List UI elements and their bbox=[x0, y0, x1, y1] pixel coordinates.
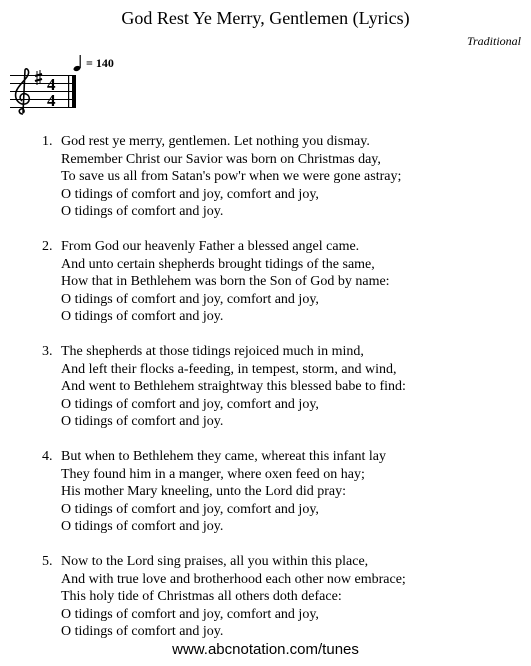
verse-line: O tidings of comfort and joy. bbox=[61, 414, 224, 429]
time-signature-bottom: 4 bbox=[47, 91, 56, 110]
verse-line: How that in Bethlehem was born the Son of God by name: bbox=[61, 274, 390, 289]
verse-line bbox=[42, 343, 522, 361]
verse-line bbox=[42, 448, 522, 466]
verse-line: To save us all from Satan's pow'r when we were gone astray; bbox=[61, 169, 402, 184]
lyrics bbox=[42, 133, 522, 658]
final-barline bbox=[68, 75, 76, 108]
verse-line: O tidings of comfort and joy, comfort and joy, bbox=[61, 396, 319, 412]
verse bbox=[42, 133, 522, 221]
composer-credit: Traditional bbox=[466, 34, 521, 48]
verse bbox=[42, 553, 522, 641]
time-signature-top: 4 bbox=[47, 75, 56, 94]
verse-line: And went to Bethlehem straightway this blessed babe to find: bbox=[61, 379, 406, 394]
tempo-label: = 140 bbox=[86, 55, 114, 70]
verse-number: 3. bbox=[42, 344, 53, 359]
verse-line: This holy tide of Christmas all others doth deface: bbox=[61, 589, 342, 604]
verse-line: O tidings of comfort and joy, comfort and joy, bbox=[61, 501, 319, 517]
verse-number: 5. bbox=[42, 554, 53, 569]
verse-number: 4. bbox=[42, 449, 53, 464]
sharp-icon bbox=[35, 70, 42, 85]
verse-line-text: Now to the Lord sing praises, all you within this place, bbox=[61, 554, 369, 569]
verse-number: 2. bbox=[42, 239, 53, 254]
verse-line: O tidings of comfort and joy. bbox=[61, 309, 224, 324]
verse-line: And with true love and brotherhood each other now embrace; bbox=[61, 571, 406, 587]
verse-line-text: From God our heavenly Father a blessed angel came. bbox=[61, 239, 360, 254]
verse-line-text: But when to Bethlehem they came, whereat this infant lay bbox=[61, 449, 387, 464]
verse-line: O tidings of comfort and joy. bbox=[61, 519, 224, 534]
verse bbox=[42, 238, 522, 326]
verse-line: His mother Mary kneeling, unto the Lord did pray: bbox=[61, 484, 346, 499]
page-title: God Rest Ye Merry, Gentlemen (Lyrics) bbox=[121, 8, 410, 28]
verse-line bbox=[42, 133, 522, 151]
verse-line: O tidings of comfort and joy, comfort and joy, bbox=[61, 186, 319, 202]
verse-line: O tidings of comfort and joy. bbox=[61, 624, 224, 639]
verse-line: O tidings of comfort and joy, comfort and joy, bbox=[61, 606, 319, 622]
music-staff bbox=[10, 68, 82, 116]
verse-line: They found him in a manger, where oxen feed on hay; bbox=[61, 466, 365, 482]
verse bbox=[42, 343, 522, 431]
verse-line-text: The shepherds at those tidings rejoiced much in mind, bbox=[61, 344, 364, 359]
verse-number: 1. bbox=[42, 134, 53, 149]
verse-line: And left their flocks a-feeding, in tempest, storm, and wind, bbox=[61, 361, 397, 377]
verse-line: O tidings of comfort and joy. bbox=[61, 204, 224, 219]
verse-line: O tidings of comfort and joy, comfort and joy, bbox=[61, 291, 319, 307]
verse-line: Remember Christ our Savior was born on Christmas day, bbox=[61, 151, 381, 167]
verse-line bbox=[42, 238, 522, 256]
verse-line bbox=[42, 553, 522, 571]
verse-line: And unto certain shepherds brought tidings of the same, bbox=[61, 256, 375, 272]
verse bbox=[42, 448, 522, 536]
verse-line-text: God rest ye merry, gentlemen. Let nothing you dismay. bbox=[61, 134, 370, 149]
footer-url: www.abcnotation.com/tunes bbox=[172, 641, 359, 658]
